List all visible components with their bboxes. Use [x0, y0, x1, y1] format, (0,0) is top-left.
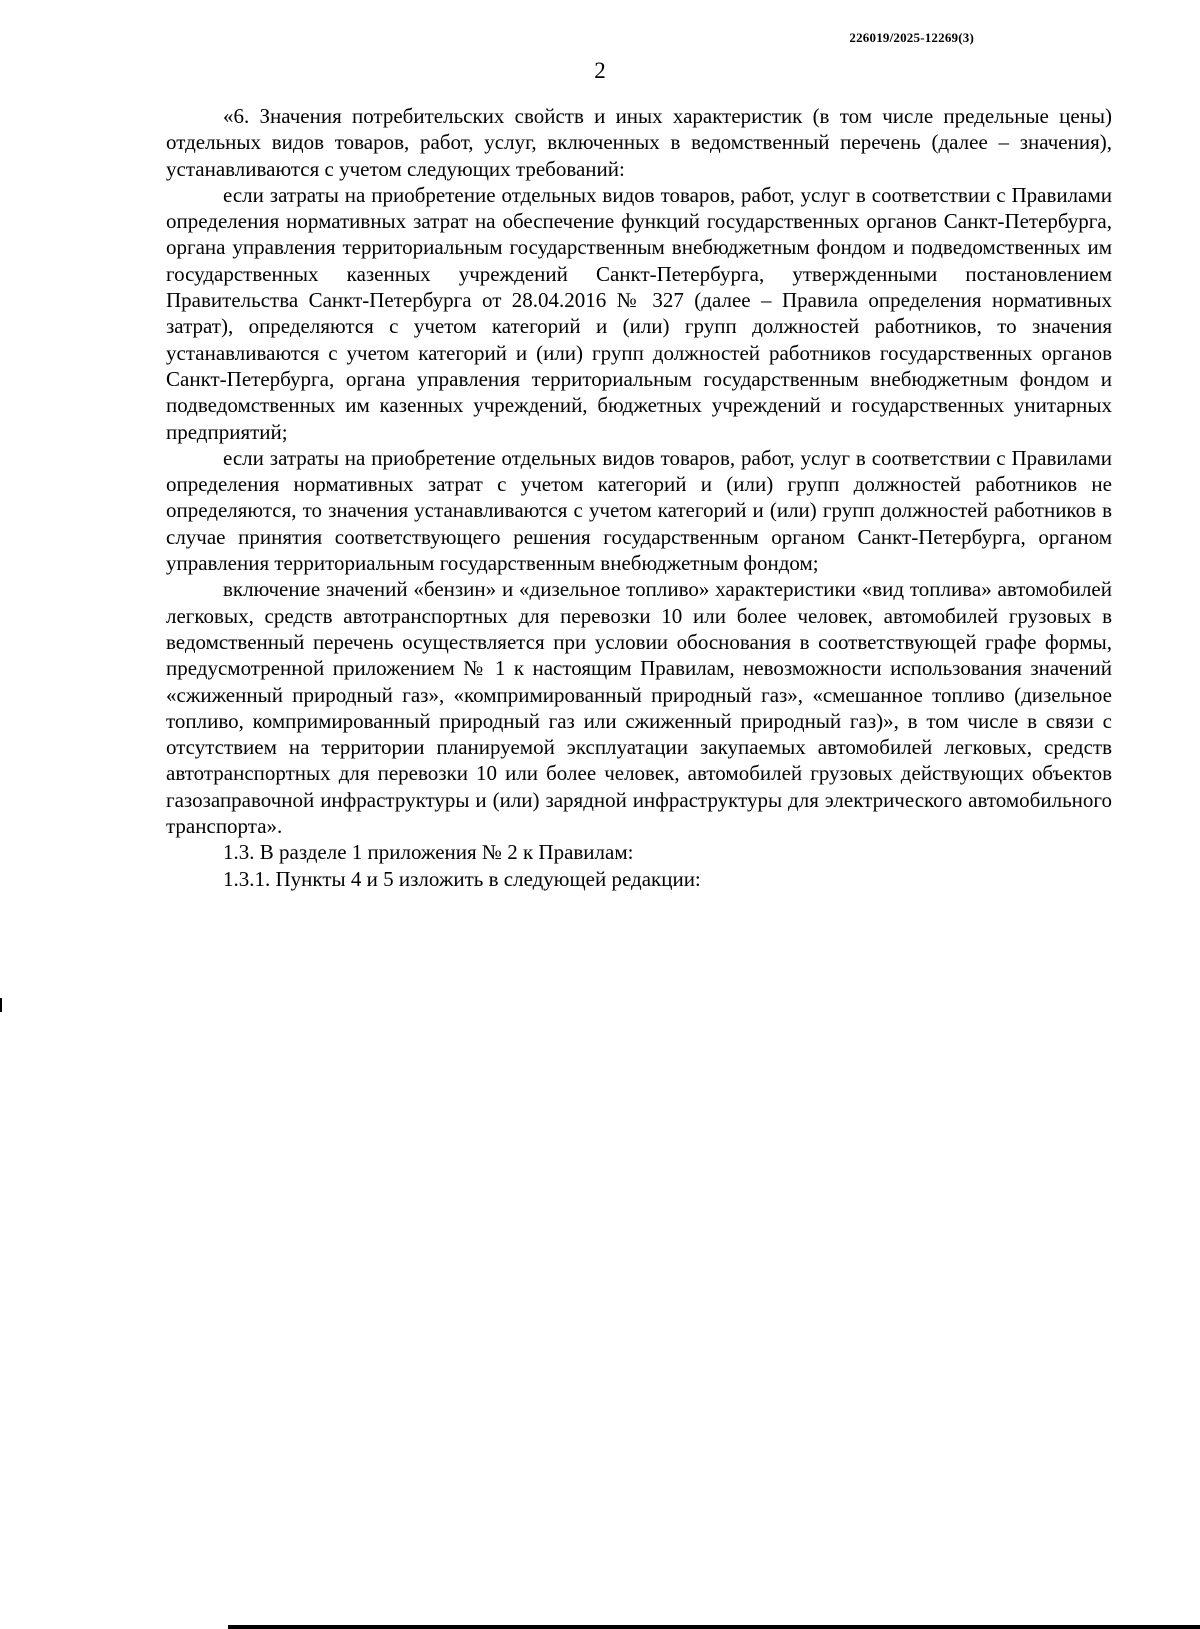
paragraph-condition-2: если затраты на приобретение отдельных видов товаров, работ, услуг в соответствии с Правилами определения нормативных затрат с учетом категорий и (или) групп должностей работников не определяются, то значения устанавливаются с учетом категорий и (или) групп должностей работников в случае принятия соответствующего решения государственным органом Санкт-Петербурга, органом управления территориальным государственным внебюджетным фондом; [166, 445, 1112, 576]
paragraph-condition-1: если затраты на приобретение отдельных видов товаров, работ, услуг в соответствии с Правилами определения нормативных затрат на обеспечение функций государственных органов Санкт-Петербурга, органа управления территориальным государственным внебюджетным фондом и подведомственных им государственных казенных учреждений Санкт-Петербурга, утвержденными постановлением Правительства Санкт-Петербурга от 28.04.2016 № 327 (далее – Правила определения нормативных затрат), определяются с учетом категорий и (или) групп должностей работников, то значения устанавливаются с учетом категорий и (или) групп должностей работников государственных органов Санкт-Петербурга, органа управления территориальным государственным внебюджетным фондом и подведомственных им казенных учреждений, бюджетных учреждений и государственных унитарных предприятий; [166, 182, 1112, 444]
paragraph-fuel-type: включение значений «бензин» и «дизельное топливо» характеристики «вид топлива» автомобилей легковых, средств автотранспортных для перевозки 10 или более человек, автомобилей грузовых в ведомственный перечень осуществляется при условии обоснования в соответствующей графе формы, предусмотренной приложением № 1 к настоящим Правилам, невозможности использования значений «сжиженный природный газ», «компримированный природный газ», «смешанное топливо (дизельное топливо, компримированный природный газ или сжиженный природный газ)», в том числе в связи с отсутствием на территории планируемой эксплуатации закупаемых автомобилей легковых, средств автотранспортных для перевозки 10 или более человек, автомобилей грузовых действующих объектов газозаправочной инфраструктуры и (или) зарядной инфраструктуры для электрического автомобильного транспорта». [166, 577, 1112, 839]
scan-edge-mark [0, 998, 2, 1012]
paragraph-section-1-3: 1.3. В разделе 1 приложения № 2 к Правилам: [223, 840, 634, 865]
registration-number: 226019/2025-12269(3) [849, 30, 974, 45]
page-number: 2 [594, 58, 606, 83]
scan-bottom-edge [228, 1625, 1200, 1629]
paragraph-item-6: «6. Значения потребительских свойств и иных характеристик (в том числе предельные цены) отдельных видов товаров, работ, услуг, включенных в ведомственный перечень (далее – значения), устанавливаются с учетом следующих требований: [166, 104, 1112, 181]
document-body [166, 103, 1112, 892]
paragraph-section-1-3-1: 1.3.1. Пункты 4 и 5 изложить в следующей редакции: [223, 866, 701, 891]
